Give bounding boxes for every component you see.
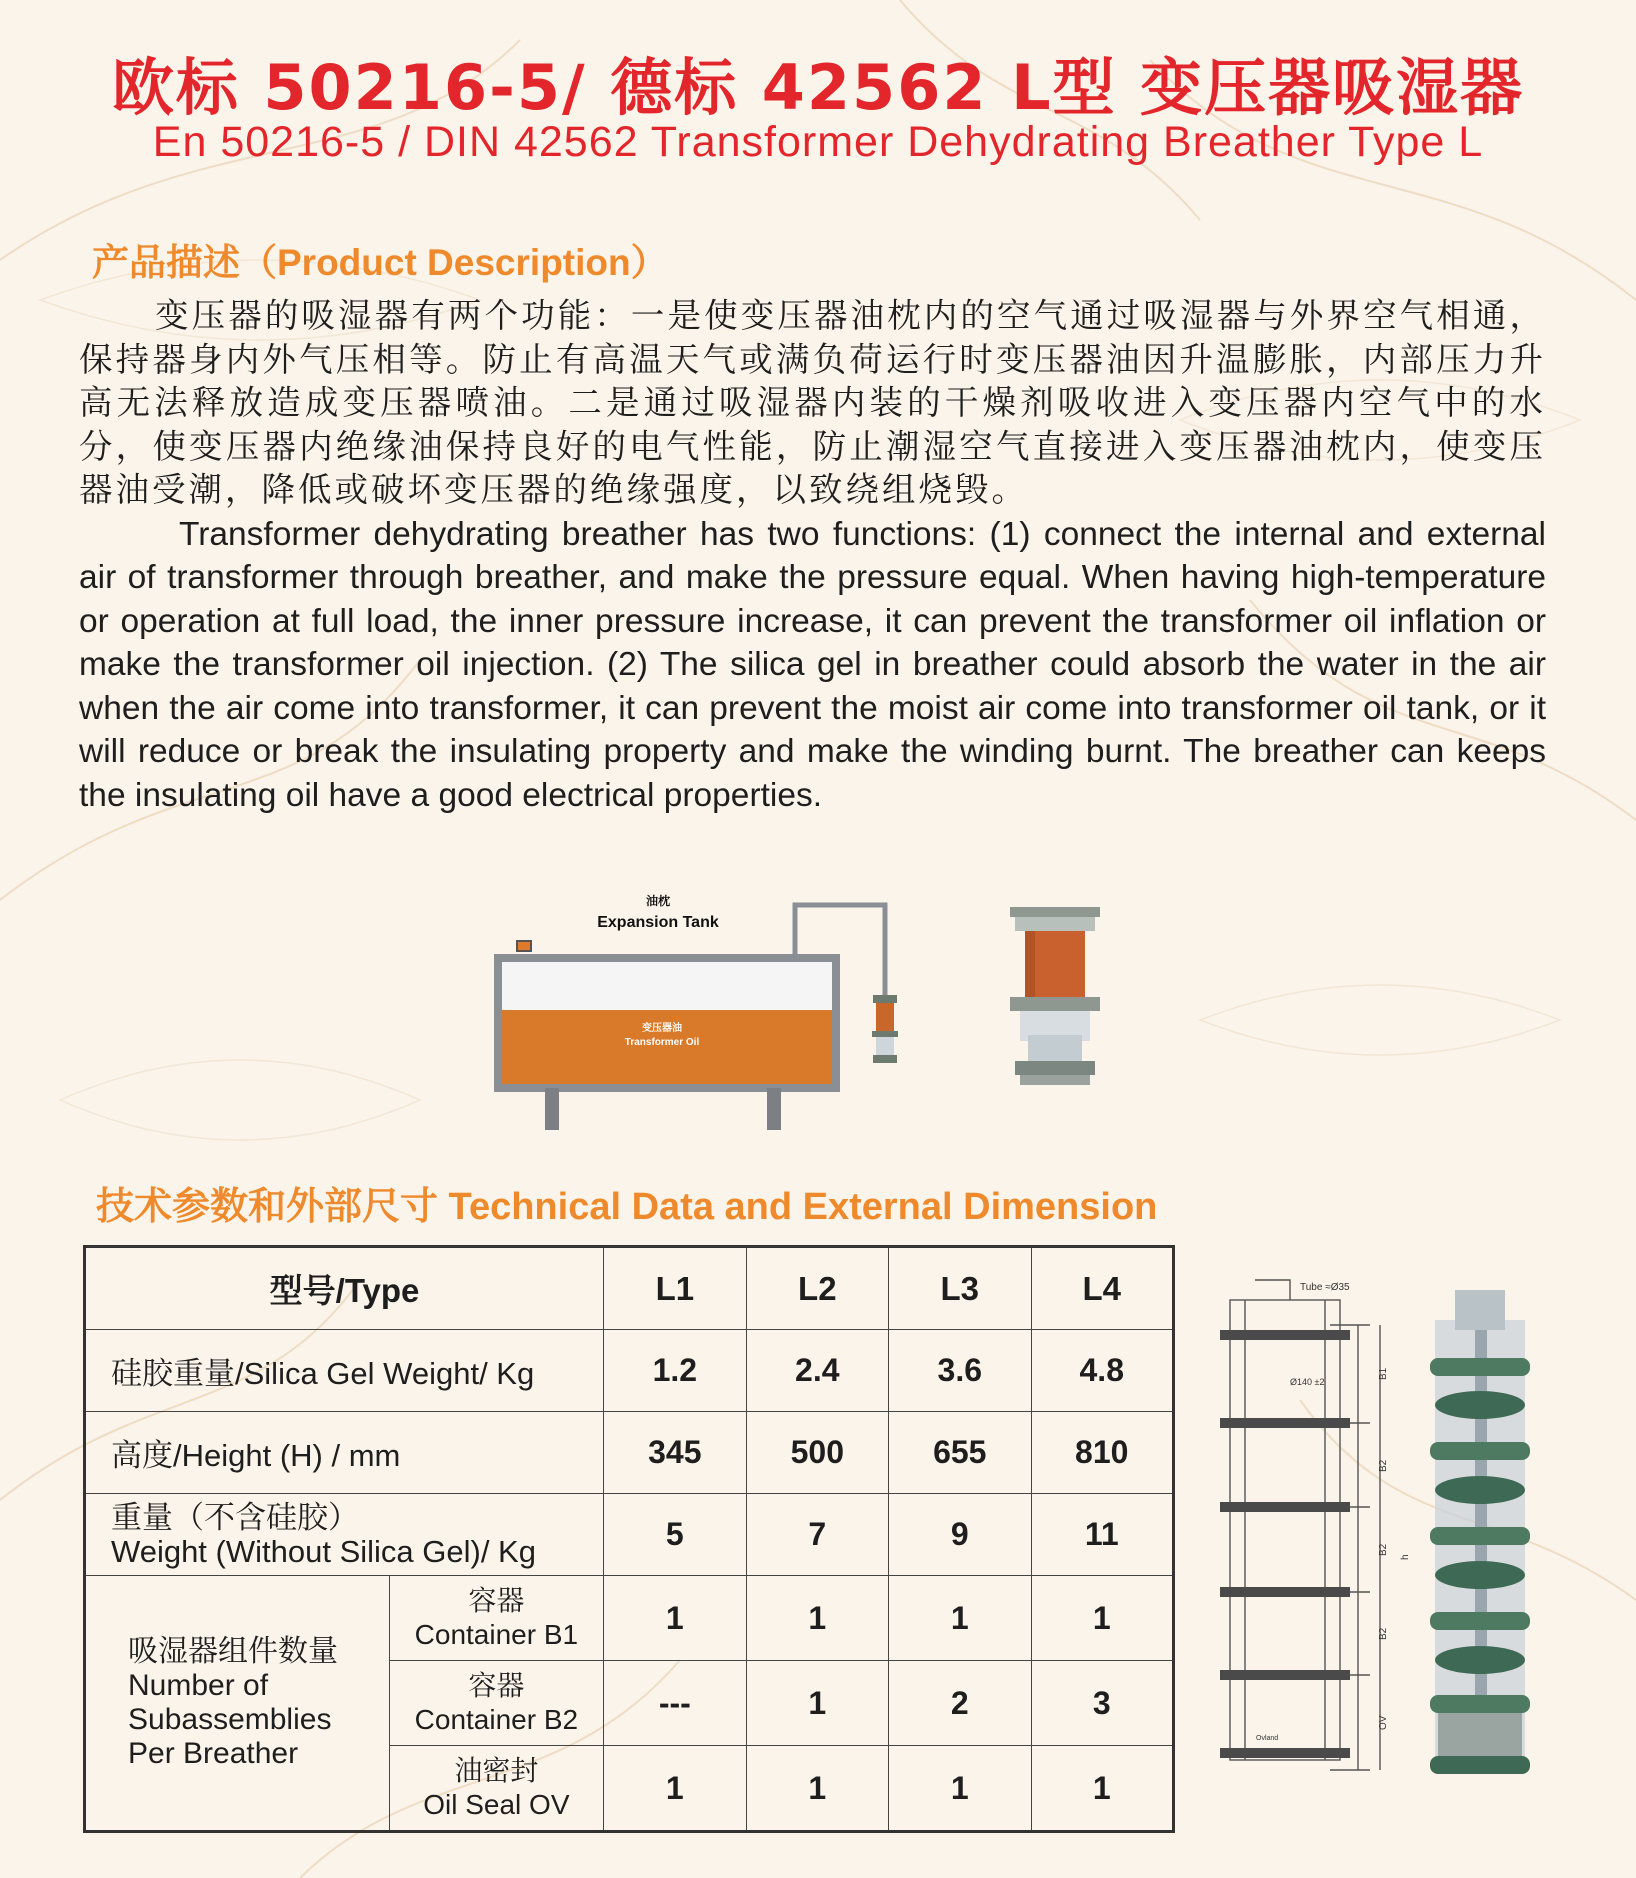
technical-data-heading: 技术参数和外部尺寸 Technical Data and External Dimension	[96, 1186, 1158, 1228]
table-header-row	[85, 1247, 1174, 1330]
row-label: 高度/Height (H) / mm	[85, 1412, 604, 1494]
table-row	[85, 1576, 1174, 1661]
group-label-en-1: Number of	[128, 1669, 269, 1702]
dimension-ov-label: OV	[1378, 1715, 1389, 1730]
row-label-en: Weight (Without Silica Gel)/ Kg	[111, 1533, 536, 1569]
transformer-oil-label-cn: 变压器油	[642, 1023, 682, 1034]
subrow-label-cn: 容器	[468, 1585, 525, 1616]
description-text-cn: 变压器的吸湿器有两个功能：一是使变压器油枕内的空气通过吸湿器与外界空气相通，保持器身内外气压相等。防止有高温天气或满负荷运行时变压器油因升温膨胀，内部压力升高无法释放造成变压器喷油。二是通过吸湿器内装的干燥剂吸收进入变压器内空气中的水分，使变压器内绝缘油保持良好的电气性能，防止潮湿空气直接进入变压器油枕内，使变压器油受潮，降低或破坏变压器的绝缘强度，以致绕组烧毁。	[79, 298, 1546, 509]
subrow-label	[389, 1746, 603, 1832]
breather-product-icon	[1010, 907, 1100, 1085]
table-row	[85, 1330, 1174, 1412]
expansion-tank-label-en: Expansion Tank	[597, 914, 719, 931]
type-header: 型号/Type	[85, 1247, 604, 1330]
subrow-label	[389, 1576, 603, 1661]
table-row	[85, 1412, 1174, 1494]
subrow-label-cn: 油密封	[454, 1755, 539, 1786]
table-cell: 1.2	[604, 1330, 746, 1412]
table-cell: 810	[1031, 1412, 1174, 1494]
column-header: L2	[746, 1247, 888, 1330]
table-cell: 1	[746, 1661, 888, 1746]
table-cell: 4.8	[1031, 1330, 1174, 1412]
table-cell: 1	[746, 1746, 888, 1832]
small-breather-icon	[872, 995, 898, 1063]
product-description-body	[79, 295, 1546, 817]
dimension-b2-label: B2	[1378, 1459, 1389, 1472]
page-title-en: En 50216-5 / DIN 42562 Transformer Dehydrating Breather Type L	[152, 118, 1484, 166]
ovland-label: Ovland	[1256, 1735, 1279, 1742]
breather-dimension-drawing	[1210, 1270, 1540, 1795]
table-cell: 655	[889, 1412, 1031, 1494]
table-cell: 1	[1031, 1576, 1174, 1661]
table-cell: 1	[604, 1576, 746, 1661]
diameter-dimension-label: Ø140 ±2	[1290, 1377, 1325, 1387]
dimension-b1-label: B1	[1378, 1367, 1389, 1380]
table-cell: 11	[1031, 1494, 1174, 1576]
dimension-b2-label: B2	[1378, 1543, 1389, 1556]
description-text-en: Transformer dehydrating breather has two functions: (1) connect the internal and external air of transformer through breather, and make the pressure equal. When having high-temperature or operation at full load, the inner pressure increase, it can prevent the transformer oil inflation or make the transformer oil injection. (2) The silica gel in breather could absorb the water in the air when the air come into transformer, it can prevent the moist air come into transformer oil tank, or it will reduce or break the insulating property and make the winding burnt. The breather can keeps the insulating oil have a good electrical properties.	[79, 515, 1546, 814]
table-cell: ---	[604, 1661, 746, 1746]
table-cell: 1	[604, 1746, 746, 1832]
dimension-b2-label: B2	[1378, 1627, 1389, 1640]
group-label-en-3: Per Breather	[128, 1737, 299, 1770]
expansion-tank-label-cn: 油枕	[645, 894, 671, 908]
subassembly-group-label	[85, 1576, 390, 1832]
tube-dimension-label: Tube ≈Ø35	[1300, 1282, 1350, 1293]
product-description-heading: 产品描述（Product Description）	[92, 242, 668, 283]
table-cell: 1	[1031, 1746, 1174, 1832]
row-label	[85, 1494, 604, 1576]
technical-data-table	[83, 1245, 1175, 1833]
table-cell: 3	[1031, 1661, 1174, 1746]
column-header: L4	[1031, 1247, 1174, 1330]
table-cell: 2	[889, 1661, 1031, 1746]
subrow-label-en: Oil Seal OV	[423, 1789, 570, 1820]
table-cell: 7	[746, 1494, 888, 1576]
subrow-label-cn: 容器	[468, 1670, 525, 1701]
table-cell: 500	[746, 1412, 888, 1494]
drawing-flanges	[1220, 1330, 1350, 1758]
row-label-cn: 重量（不含硅胶）	[111, 1499, 359, 1535]
column-header: L3	[889, 1247, 1031, 1330]
subrow-label-en: Container B2	[414, 1704, 579, 1735]
table-cell: 9	[889, 1494, 1031, 1576]
subrow-label	[389, 1661, 603, 1746]
expansion-tank-diagram	[480, 885, 1160, 1135]
dimension-h-label: h	[1400, 1554, 1411, 1560]
table-cell: 5	[604, 1494, 746, 1576]
group-label-en-2: Subassemblies	[128, 1703, 332, 1736]
table-cell: 1	[889, 1576, 1031, 1661]
column-header: L1	[604, 1247, 746, 1330]
transformer-oil-label-en: Transformer Oil	[624, 1037, 700, 1048]
row-label: 硅胶重量/Silica Gel Weight/ Kg	[85, 1330, 604, 1412]
table-row	[85, 1494, 1174, 1576]
technical-drawing	[1230, 1280, 1380, 1770]
table-cell: 1	[746, 1576, 888, 1661]
table-cell: 1	[889, 1746, 1031, 1832]
group-label-cn: 吸湿器组件数量	[128, 1635, 338, 1668]
page-title-cn: 欧标 50216-5/ 德标 42562 L型 变压器吸湿器	[111, 51, 1525, 124]
table-cell: 2.4	[746, 1330, 888, 1412]
table-cell: 3.6	[889, 1330, 1031, 1412]
breather-3d-render-icon	[1430, 1290, 1530, 1774]
subrow-label-en: Container B1	[414, 1619, 579, 1650]
table-cell: 345	[604, 1412, 746, 1494]
